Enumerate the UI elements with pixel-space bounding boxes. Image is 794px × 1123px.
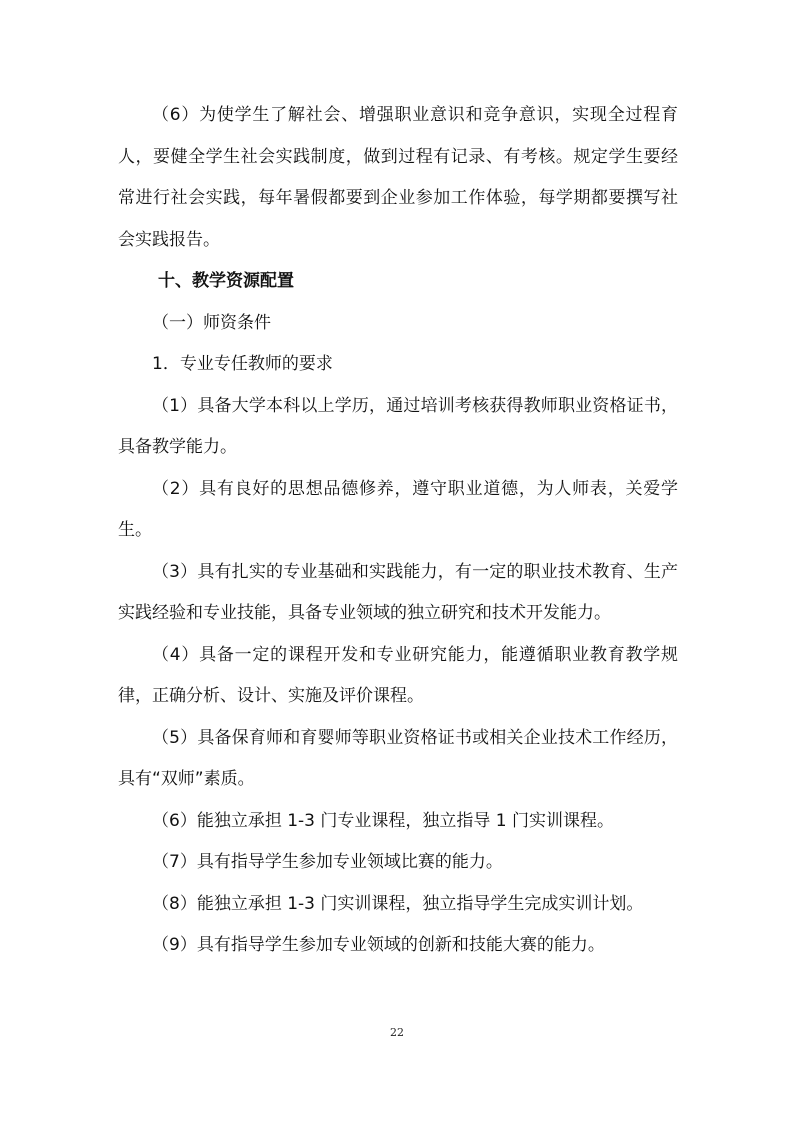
subheading-requirements: 1．专业专任教师的要求 [152, 354, 333, 374]
requirement-8: （8）能独立承担 1-3 门实训课程，独立指导学生完成实训计划。 [152, 893, 644, 914]
subheading-teachers: （一）师资条件 [152, 312, 271, 333]
requirement-2: （2）具有良好的思想品德修养，遵守职业道德，为人师表，关爱学生。 [118, 478, 678, 540]
requirement-7: （7）具有指导学生参加专业领域比赛的能力。 [152, 852, 503, 872]
requirement-5: （5）具备保育师和育婴师等职业资格证书或相关企业技术工作经历，具有“双师”素质。 [118, 727, 678, 789]
requirement-6: （6）能独立承担 1-3 门专业课程，独立指导 1 门实训课程。 [152, 810, 615, 831]
requirement-9: （9）具有指导学生参加专业领域的创新和技能大赛的能力。 [152, 935, 605, 955]
page-number: 22 [390, 1026, 404, 1039]
requirement-3: （3）具有扎实的专业基础和实践能力，有一定的职业技术教育、生产实践经验和专业技能，具备专业领域的独立研究和技术开发能力。 [118, 561, 678, 623]
paragraph-practice-6: （6）为使学生了解社会、增强职业意识和竞争意识，实现全过程育人，要健全学生社会实践制度，做到过程有记录、有考核。规定学生要经常进行社会实践，每年暑假都要到企业参加工作体验，每学期都要撰写社会实践报告。 [118, 105, 678, 250]
requirement-4: （4）具备一定的课程开发和专业研究能力，能遵循职业教育教学规律，正确分析、设计、实施及评价课程。 [118, 644, 678, 706]
requirement-1: （1）具备大学本科以上学历，通过培训考核获得教师职业资格证书，具备教学能力。 [118, 395, 678, 457]
document-body [118, 95, 678, 967]
section-heading-10: 十、教学资源配置 [158, 271, 294, 291]
